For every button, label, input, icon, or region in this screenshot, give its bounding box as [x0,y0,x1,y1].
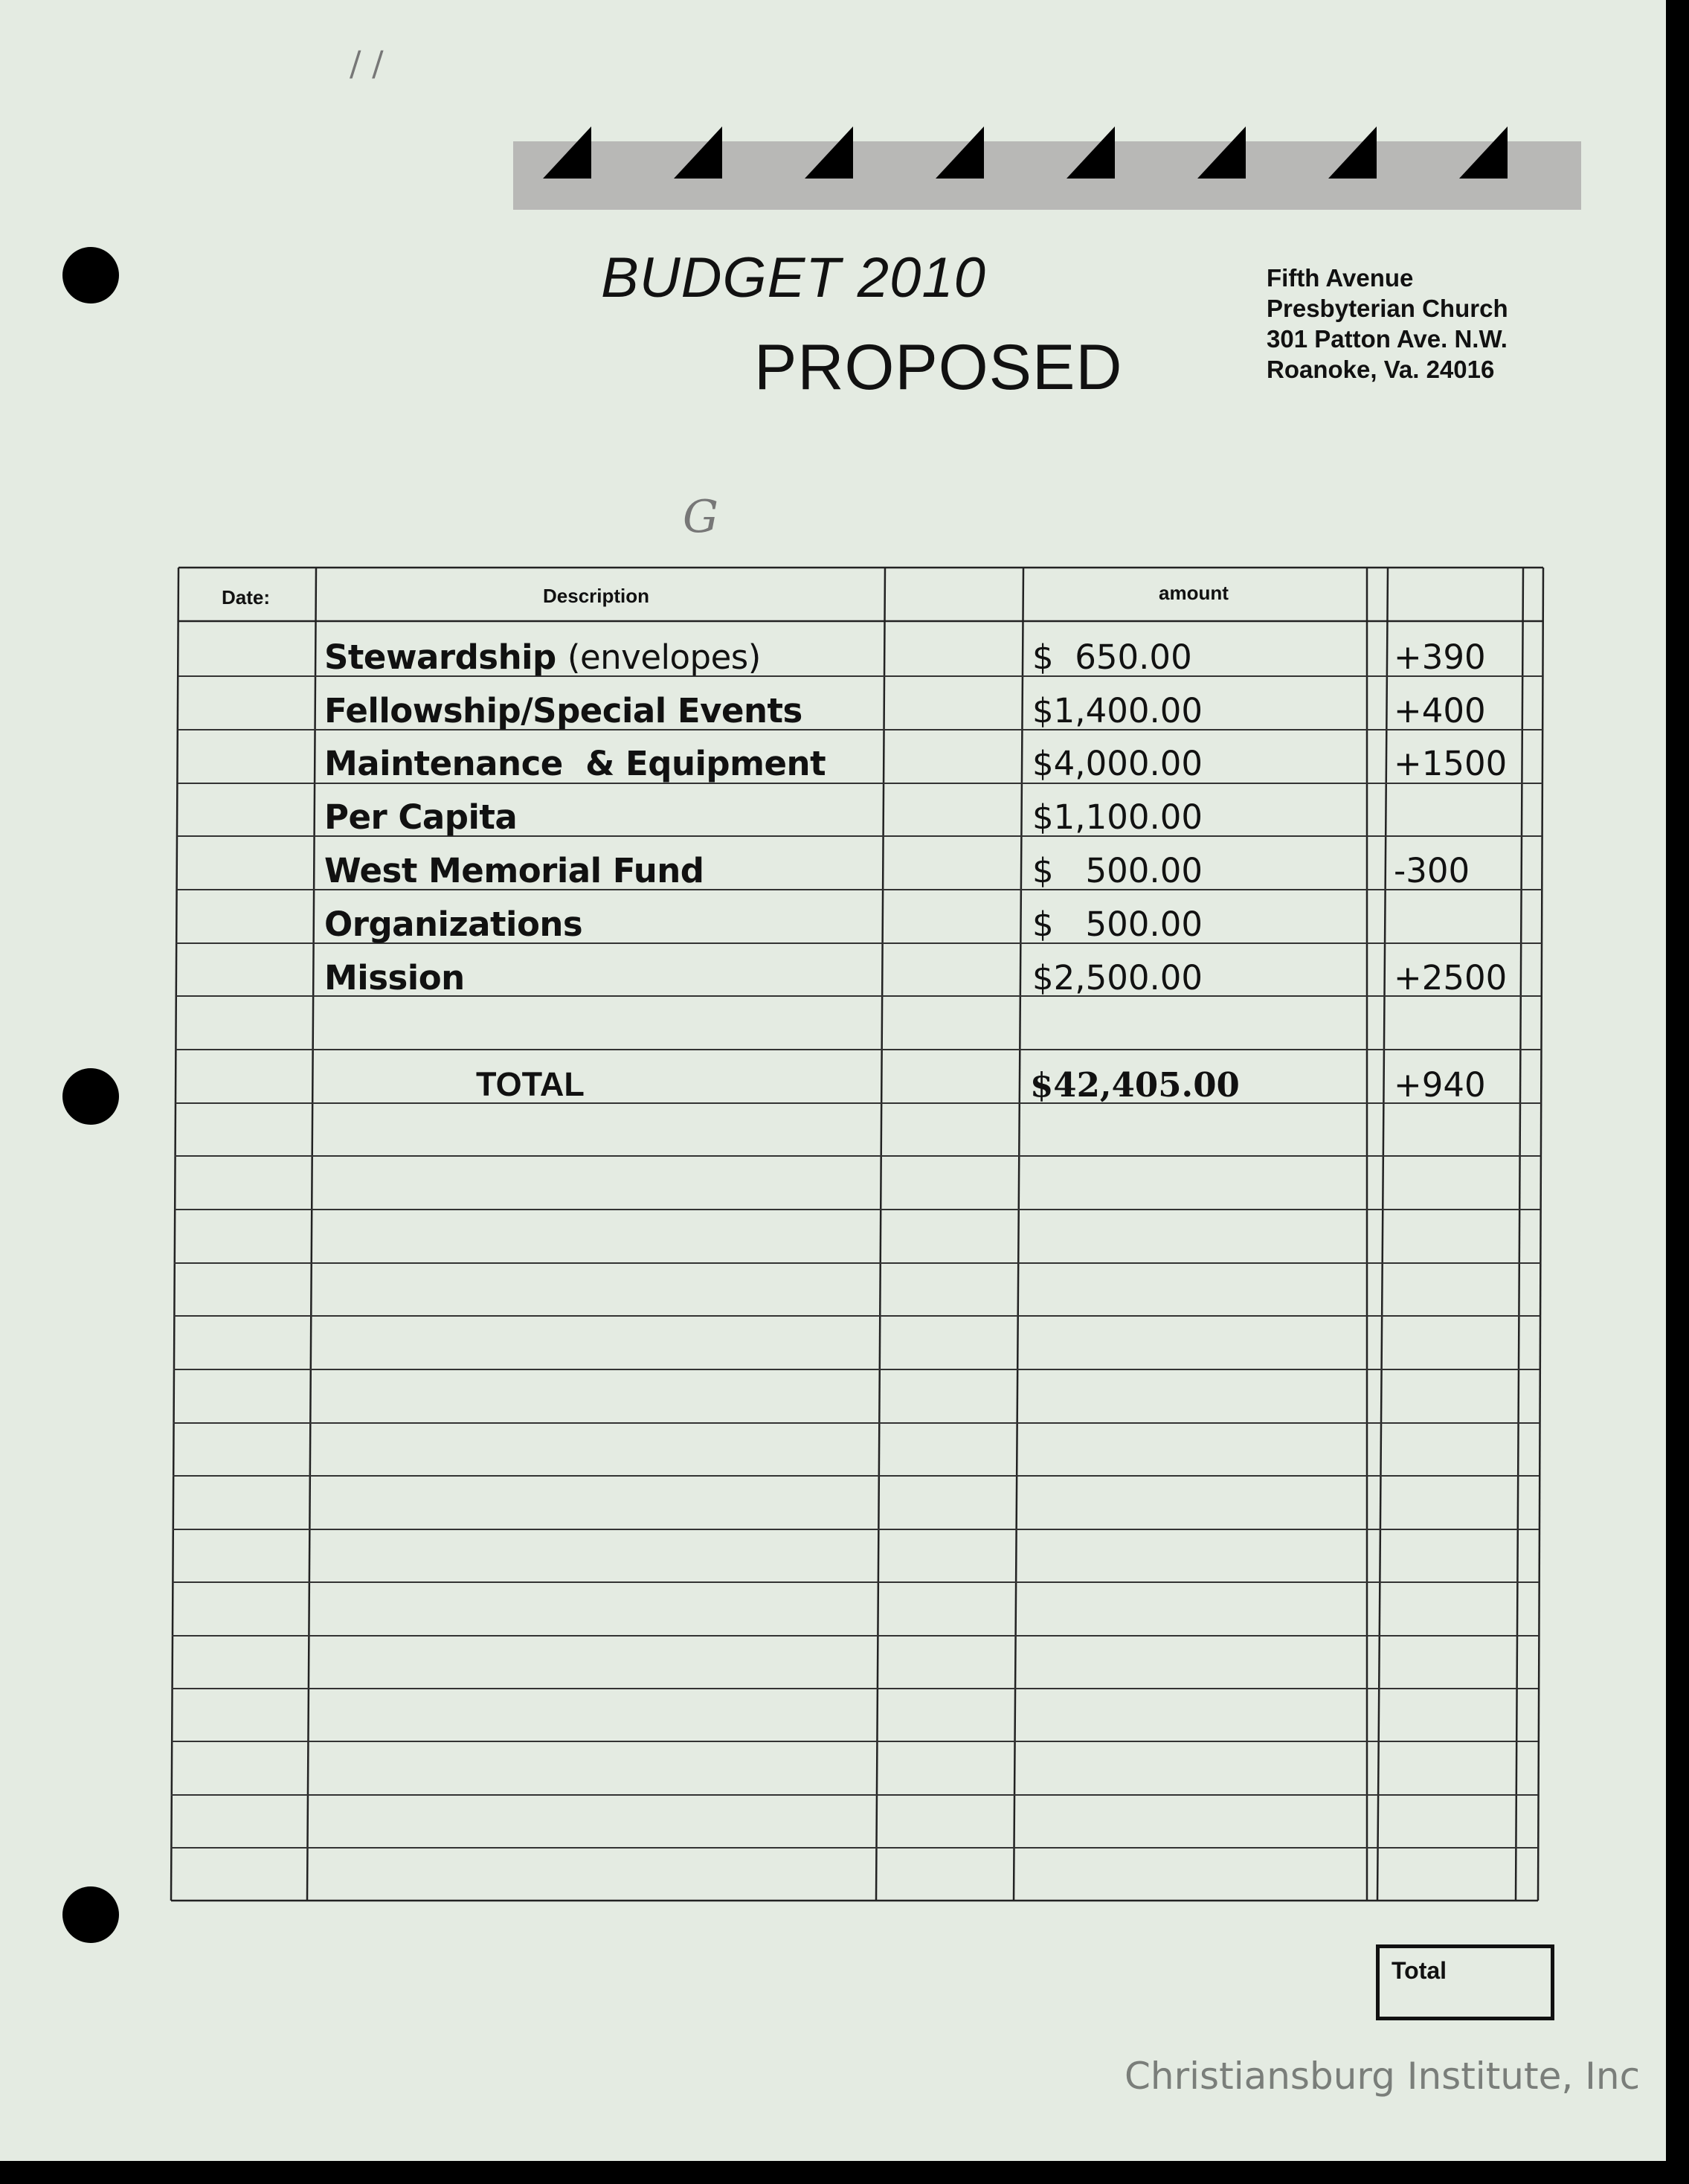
row-description: Per Capita [324,797,518,837]
row-change: +1500 [1394,744,1508,783]
handwritten-mark: G [683,491,718,543]
row-amount: $1,400.00 [1032,691,1203,730]
row-description: Organizations [324,905,583,944]
total-box [1376,1944,1554,2020]
date-column-header: Date: [222,586,271,608]
row-note: (envelopes) [567,637,761,677]
row-amount: $2,500.00 [1032,958,1203,998]
row-amount: $4,000.00 [1032,744,1203,783]
page-title: BUDGET 2010 [601,246,986,309]
row-change: +400 [1394,691,1486,730]
amount-column-header: amount [1159,582,1229,604]
total-amount: $42,405.00 [1030,1065,1240,1105]
row-amount: $ 500.00 [1032,851,1203,890]
address-line: Roanoke, Va. 24016 [1267,356,1495,383]
row-change: +390 [1394,637,1486,677]
total-change: +940 [1394,1065,1486,1105]
row-amount: $1,100.00 [1032,797,1203,837]
row-description: Mission [324,958,465,998]
address-line: Presbyterian Church [1267,295,1508,322]
row-description: Maintenance & Equipment [324,744,826,783]
total-label: TOTAL [476,1065,585,1103]
row-amount: $ 500.00 [1032,905,1203,944]
total-box-label: Total [1392,1957,1447,1984]
row-description: Stewardship (envelopes) [324,637,761,677]
row-description: West Memorial Fund [324,851,704,890]
handwritten-mark: / / [350,43,384,83]
row-change: +2500 [1394,958,1508,998]
address-line: 301 Patton Ave. N.W. [1267,325,1508,353]
row-amount: $ 650.00 [1032,637,1192,677]
row-change: -300 [1394,851,1470,890]
address-line: Fifth Avenue [1267,264,1414,292]
page-subtitle: PROPOSED [754,332,1123,403]
row-description: Fellowship/Special Events [324,691,802,730]
description-column-header: Description [543,585,650,607]
watermark: Christiansburg Institute, Inc [1125,2055,1641,2098]
